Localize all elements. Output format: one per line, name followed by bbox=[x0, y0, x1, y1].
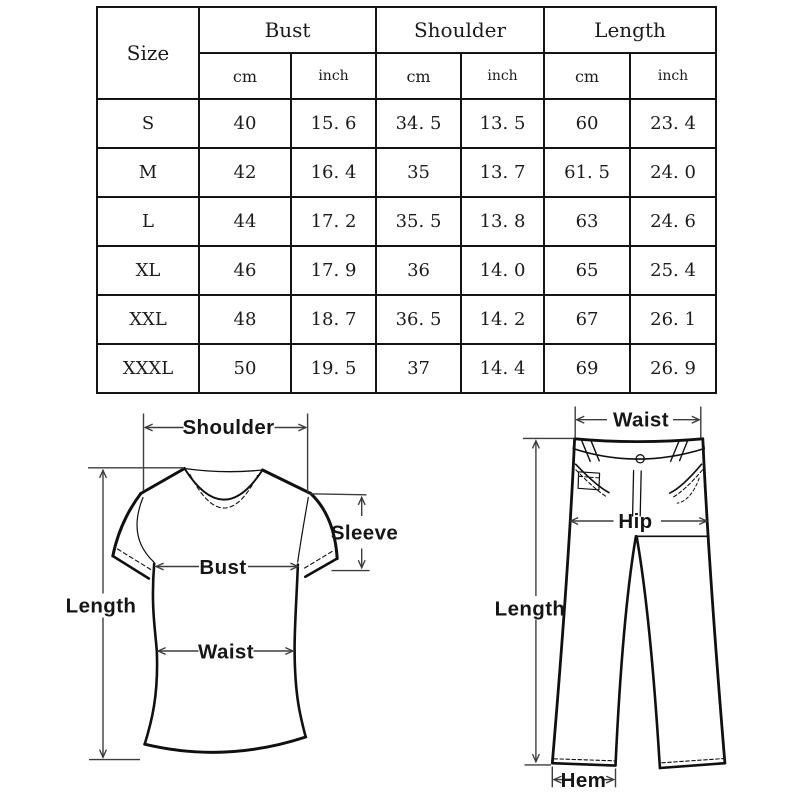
table-cell: 24. 0 bbox=[630, 148, 716, 197]
table-cell: 17. 2 bbox=[291, 197, 376, 246]
tshirt-right-cuff bbox=[305, 559, 337, 577]
pants-outline bbox=[552, 439, 725, 768]
tshirt-right-shoulder bbox=[263, 470, 311, 494]
table-cell: 60 bbox=[544, 99, 630, 148]
tshirt-bottom-hem bbox=[145, 737, 306, 752]
shirt-waist-label: Waist bbox=[198, 640, 254, 664]
table-cell: 23. 4 bbox=[630, 99, 716, 148]
pants-hem-left-seam bbox=[554, 759, 614, 761]
pants-pocket-right-bag bbox=[677, 478, 699, 503]
bust-cm-header: cm bbox=[199, 53, 291, 99]
tshirt-side-left bbox=[145, 564, 157, 745]
table-cell: 14. 4 bbox=[461, 344, 544, 393]
shirt-sleeve-label: Sleeve bbox=[330, 521, 399, 545]
tshirt-measure-lines bbox=[88, 414, 370, 760]
row-size-label: M bbox=[97, 148, 199, 197]
pants-hip-label: Hip bbox=[618, 510, 653, 534]
tshirt-side-right bbox=[295, 565, 306, 738]
tshirt-neck-seam bbox=[190, 475, 258, 509]
tshirt-back-collar bbox=[185, 469, 263, 472]
table-cell: 35 bbox=[376, 148, 461, 197]
pants-inner-right bbox=[637, 536, 660, 768]
tshirt-left-cuff-seam bbox=[118, 549, 152, 570]
tshirt-left-armhole-seam bbox=[137, 498, 154, 563]
pants-pocket-left-seam bbox=[576, 470, 607, 497]
pants-diagram bbox=[495, 407, 725, 792]
shirt-bust-label: Bust bbox=[199, 555, 247, 579]
shoulder-inch-header: inch bbox=[461, 53, 544, 99]
table-cell: 18. 7 bbox=[291, 295, 376, 344]
table-cell: 13. 5 bbox=[461, 99, 544, 148]
shirt-shoulder-label: Shoulder bbox=[182, 415, 275, 439]
table-cell: 19. 5 bbox=[291, 344, 376, 393]
table-cell: 34. 5 bbox=[376, 99, 461, 148]
table-cell: 14. 2 bbox=[461, 295, 544, 344]
tshirt-right-cuff-seam bbox=[303, 552, 332, 570]
size-column-header: Size bbox=[97, 7, 199, 99]
length-column-header: Length bbox=[544, 7, 716, 53]
row-size-label: XL bbox=[97, 246, 199, 295]
table-cell: 61. 5 bbox=[544, 148, 630, 197]
pants-hem-right bbox=[660, 763, 725, 768]
pants-beltloop-right bbox=[671, 441, 688, 462]
table-cell: 65 bbox=[544, 246, 630, 295]
pants-outer-right bbox=[703, 439, 725, 763]
table-cell: 15. 6 bbox=[291, 99, 376, 148]
row-size-label: XXXL bbox=[97, 344, 199, 393]
shirt-length-label: Length bbox=[65, 594, 137, 618]
tshirt-diagram bbox=[66, 414, 399, 760]
pants-pocket-right-seam bbox=[672, 470, 703, 498]
row-size-label: L bbox=[97, 197, 199, 246]
table-cell: 13. 7 bbox=[461, 148, 544, 197]
table-cell: 50 bbox=[199, 344, 291, 393]
table-cell: 36 bbox=[376, 246, 461, 295]
length-inch-header: inch bbox=[630, 53, 716, 99]
table-cell: 26. 1 bbox=[630, 295, 716, 344]
table-cell: 37 bbox=[376, 344, 461, 393]
tshirt-left-cuff bbox=[113, 556, 149, 579]
tshirt-right-armhole-seam bbox=[298, 498, 309, 563]
table-cell: 16. 4 bbox=[291, 148, 376, 197]
pants-length-label: Length bbox=[494, 597, 566, 621]
row-size-label: XXL bbox=[97, 295, 199, 344]
pants-waistband-bottom bbox=[573, 449, 704, 459]
sleeve-guide-top bbox=[310, 494, 367, 495]
table-cell: 46 bbox=[199, 246, 291, 295]
table-cell: 17. 9 bbox=[291, 246, 376, 295]
pants-waist-label: Waist bbox=[613, 408, 669, 432]
shoulder-column-header: Shoulder bbox=[376, 7, 544, 53]
table-cell: 24. 6 bbox=[630, 197, 716, 246]
length-cm-header: cm bbox=[544, 53, 630, 99]
shoulder-cm-header: cm bbox=[376, 53, 461, 99]
tshirt-outline bbox=[113, 469, 337, 753]
table-cell: 40 bbox=[199, 99, 291, 148]
table-cell: 13. 8 bbox=[461, 197, 544, 246]
row-size-label: S bbox=[97, 99, 199, 148]
table-cell: 67 bbox=[544, 295, 630, 344]
tshirt-left-shoulder bbox=[141, 469, 185, 494]
pants-coin-pocket bbox=[578, 472, 600, 490]
table-cell: 63 bbox=[544, 197, 630, 246]
pants-waistband-top bbox=[575, 439, 703, 442]
tshirt-front-neck bbox=[185, 469, 263, 500]
bust-inch-header: inch bbox=[291, 53, 376, 99]
pants-hem-label: Hem bbox=[560, 768, 607, 792]
table-cell: 48 bbox=[199, 295, 291, 344]
pants-hem-left bbox=[552, 763, 615, 765]
table-cell: 25. 4 bbox=[630, 246, 716, 295]
pants-hem-right-seam bbox=[662, 759, 723, 763]
table-cell: 44 bbox=[199, 197, 291, 246]
pants-pocket-right bbox=[670, 464, 702, 493]
table-cell: 36. 5 bbox=[376, 295, 461, 344]
pants-fly-left bbox=[633, 471, 634, 517]
table-cell: 35. 5 bbox=[376, 197, 461, 246]
table-cell: 26. 9 bbox=[630, 344, 716, 393]
pants-beltloop-left bbox=[582, 440, 599, 461]
table-cell: 69 bbox=[544, 344, 630, 393]
pants-inner-left bbox=[616, 536, 636, 765]
table-cell: 42 bbox=[199, 148, 291, 197]
table-cell: 14. 0 bbox=[461, 246, 544, 295]
bust-column-header: Bust bbox=[199, 7, 376, 53]
